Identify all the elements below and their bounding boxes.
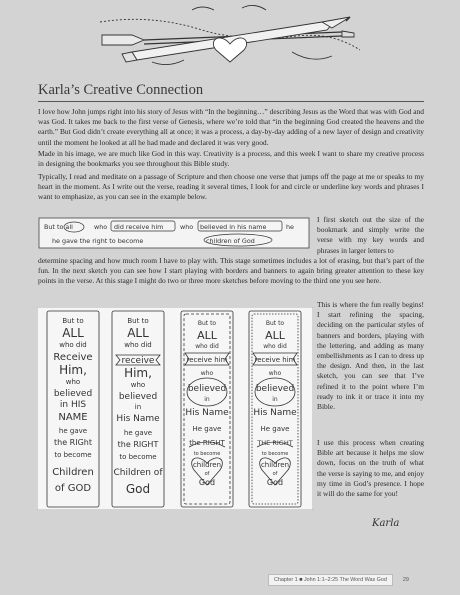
bm3-line-3: who did	[195, 343, 219, 350]
paragraph-6: I use this process when creating Bible art because it helps me slow down, focus on the truth of what the verse is saying to me, and enjoy my time in God’s presence. I hope it will do the same for you!	[317, 438, 424, 499]
bm3-line-1: But to	[197, 320, 217, 327]
pencil-brush-heart-illustration	[92, 2, 368, 72]
bm2-line-13: Children of	[113, 468, 163, 478]
bm4-line-13: of	[272, 471, 278, 477]
paragraph-2: Made in his image, we are much like God in this way. Creativity is a process, and this week I want to share my creative process in designing the bookmarks you see throughout this Bible study.	[38, 149, 424, 169]
bm4-line-11: to become	[261, 451, 289, 457]
footer-chapter: Chapter 1 ■ John 1:1–2:25 The Word Was God	[268, 574, 393, 586]
bm1-line-7: believed	[53, 389, 93, 399]
bm2-line-14: God	[125, 482, 151, 496]
footer-reference: John 1:1–2:25 The Word Was God	[303, 576, 387, 583]
sketch-text-8: children of God	[206, 237, 255, 245]
bm1-line-4: Receive	[53, 352, 93, 363]
paragraph-3: Typically, I read and meditate on a passage of Scripture and then choose one verse that jumps off the page at me or speaks to my heart in the moment. As I write out the verse, reading it several times, I look for and circle or underline key words and phrases I want to emphasize, as you can see in the example below.	[38, 172, 424, 202]
page-number: 29	[402, 576, 409, 583]
signature: Karla	[372, 518, 400, 529]
bm4-line-14: God	[266, 478, 284, 487]
bm3-line-12: children	[192, 461, 222, 469]
bm3-line-14: God	[198, 478, 216, 487]
bm3-line-2: ALL	[197, 329, 217, 342]
sketch-text-6: he	[286, 223, 294, 231]
footer-separator-icon: ■	[299, 576, 303, 583]
sketch-text-2: who	[94, 223, 108, 231]
bm3-line-10: the RIGHT	[189, 439, 225, 447]
bm3-line-13: of	[204, 471, 210, 477]
bm4-line-10: THE RIGHT	[257, 439, 293, 447]
sketch-text-7: he gave the right to become	[52, 237, 144, 245]
bookmark-sketches	[37, 307, 313, 510]
bm4-line-8: His Name	[253, 408, 297, 418]
paragraph-5: This is where the fun really begins! I start refining the spacing, deciding on the particular styles of banners and borders, playing with the lettering, and adding as many embellishments as I can to dress up the design. And then, in the last sketch, you can see that I’ve refined it to the point where I’m ready to ink it or trace it into my Bible.	[317, 300, 424, 412]
bm3-line-8: His Name	[185, 408, 229, 418]
bm1-line-6: who	[65, 378, 81, 386]
bm2-line-8: in	[134, 403, 142, 411]
bm3-line-5: who	[200, 370, 214, 377]
bm2-line-2: ALL	[127, 326, 149, 340]
bm2-line-7: believed	[118, 392, 158, 402]
bm4-line-3: who did	[263, 343, 287, 350]
bm2-line-1: But to	[127, 317, 149, 325]
bm1-line-11: the RIGht	[54, 438, 92, 447]
bm3-line-7: in	[204, 396, 210, 403]
bm1-line-9: NAME	[58, 412, 88, 423]
section-title: Karla’s Creative Connection	[38, 82, 204, 98]
paragraph-4-continued: determine spacing and how much room I have to play with. This stage sometimes includes a lot of erasing, but that’s part of the fun. In the next sketch you can see how I start playing with borders and banners to again bring greater attention to these key points in the verse. At this stage I might do two or three more sketches before moving to the third one you see here.	[38, 256, 424, 286]
bm2-line-3: who did	[124, 341, 152, 349]
paragraph-4-side: I first sketch out the size of the bookmark and simply write the verse with my key words and phrases in larger letters to	[317, 215, 424, 255]
bm4-line-2: ALL	[265, 329, 285, 342]
sketch-text-3: did receive him	[114, 223, 164, 231]
bm2-line-6: who	[130, 381, 146, 389]
title-divider	[38, 101, 424, 102]
bm2-line-4: receive	[121, 356, 155, 366]
verse-sketch-bookmark	[38, 217, 310, 249]
bm1-line-8: in HIS	[59, 400, 87, 410]
bm1-line-2: ALL	[62, 326, 84, 340]
bm4-line-5: who	[268, 370, 282, 377]
bm3-line-6: believed	[187, 384, 227, 394]
bm1-line-10: he gave	[58, 427, 88, 435]
bm2-line-5: Him,	[124, 366, 152, 380]
bm2-line-10: he gave	[123, 429, 153, 437]
bm4-line-7: in	[272, 396, 278, 403]
bm3-line-4: receive him	[186, 356, 228, 364]
bm4-line-1: But to	[265, 320, 285, 327]
bm1-line-5: Him,	[59, 363, 87, 377]
bm4-line-9: He gave	[260, 425, 290, 433]
bm3-line-11: to become	[193, 451, 221, 457]
bm1-line-3: who did	[59, 341, 87, 349]
bm1-line-12: to become	[54, 451, 92, 459]
bm1-line-14: of GOD	[54, 483, 92, 494]
page-footer	[268, 573, 428, 586]
bm1-line-1: But to	[62, 317, 84, 325]
sketch-text-1: But to all	[44, 223, 73, 231]
bm2-line-9: His Name	[116, 414, 160, 424]
bm2-line-12: to become	[119, 453, 157, 461]
sketch-text-4: who	[180, 223, 194, 231]
bm4-line-6: believed	[255, 384, 295, 394]
bm3-line-9: He gave	[192, 425, 222, 433]
bm2-line-11: the RIGHT	[117, 440, 159, 449]
bm4-line-4: receive him	[254, 356, 296, 364]
sketch-text-5: believed in his name	[200, 223, 267, 231]
bm4-line-12: children	[260, 461, 290, 469]
paragraph-1: I love how John jumps right into his story of Jesus with “In the beginning…” describing Jesus as the Word that was with God and was God. It takes me back to the first verse of Genesis, where we’re told that “in the beginning God created the heavens and the earth.” But God didn’t create everything all at once; it was a process, a day-by-day adding of a new layer of design and creativity until the moment he looked at all he had made and declared it was very good.	[38, 107, 424, 147]
bm1-line-13: Children	[52, 467, 94, 478]
